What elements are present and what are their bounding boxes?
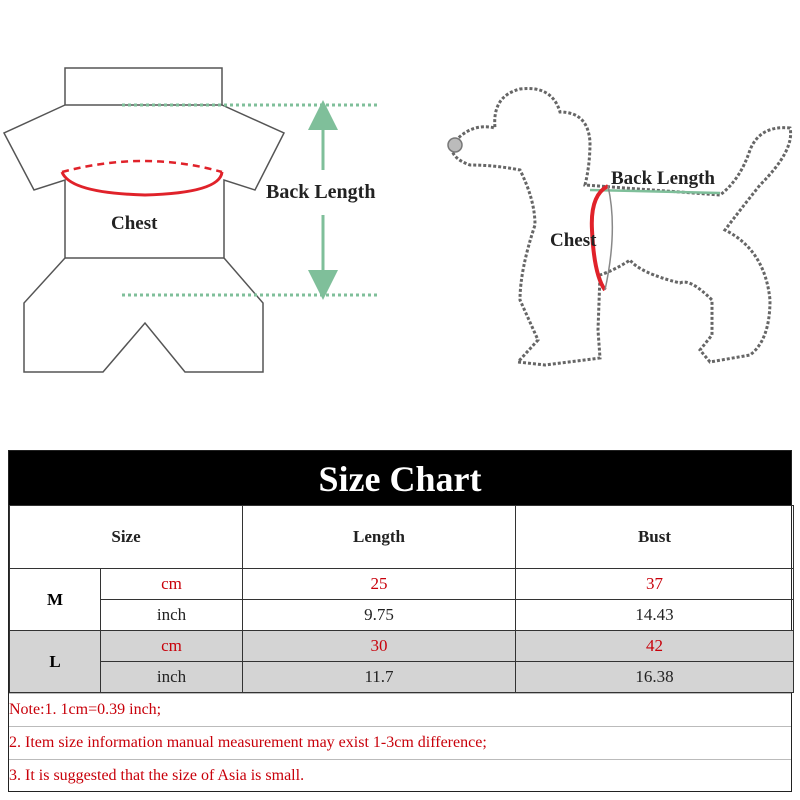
dog-nose-icon [448,138,462,152]
dog-chest-label: Chest [550,230,597,251]
size-name-cell: M [10,569,101,631]
header-bust: Bust [516,506,794,569]
dog-outline [452,88,791,365]
table-row [10,569,794,600]
table-row [10,662,794,693]
unit-cell: inch [101,600,243,631]
bust-cell: 37 [516,569,794,600]
header-length: Length [243,506,516,569]
table-row [10,600,794,631]
bust-cell: 14.43 [516,600,794,631]
size-name-cell: L [10,631,101,693]
shirt-chest-label: Chest [111,213,158,234]
unit-cell: inch [101,662,243,693]
header-size: Size [10,506,243,569]
bust-cell: 42 [516,631,794,662]
unit-cell: cm [101,569,243,600]
length-cell: 30 [243,631,516,662]
length-cell: 11.7 [243,662,516,693]
bust-cell: 16.38 [516,662,794,693]
unit-cell: cm [101,631,243,662]
table-row [10,631,794,662]
shirt-back-length-label: Back Length [266,181,376,203]
length-cell: 9.75 [243,600,516,631]
table-header-row [10,506,794,569]
shirt-chest-front-line [62,172,222,195]
dog-chest-band-inner [605,186,612,290]
shirt-chest-back-dashed [62,161,222,172]
note-line: Note:1. 1cm=0.39 inch; [9,693,791,726]
note-line: 2. Item size information manual measurement may exist 1-3cm difference; [9,726,791,759]
length-cell: 25 [243,569,516,600]
note-line: 3. It is suggested that the size of Asia is small. [9,759,791,792]
size-chart [8,450,792,792]
chart-title: Size Chart [9,451,791,505]
size-table [9,505,794,693]
dog-back-length-label: Back Length [611,168,715,189]
